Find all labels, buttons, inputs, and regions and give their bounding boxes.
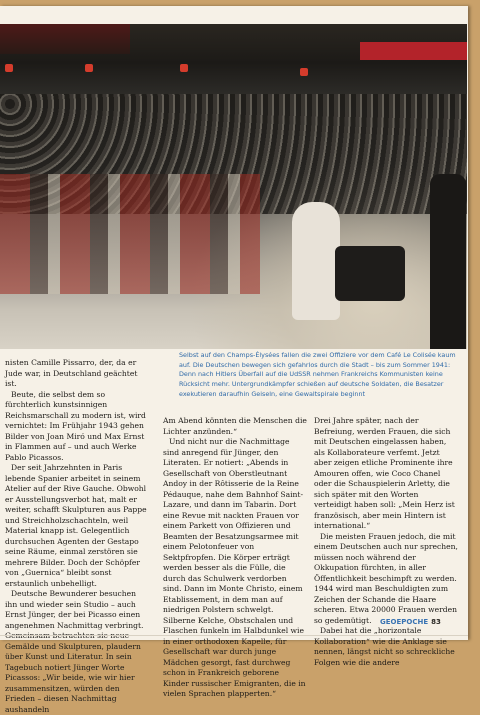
red-lantern-icon — [5, 64, 13, 72]
paragraph: Dabei hat die „horizontale Kollaboration“ wie die Anklage sie nennen, längst nicht so schreckliche Folgen wie die andere — [314, 626, 455, 667]
red-awning — [360, 42, 467, 60]
page-number: 83 — [431, 618, 441, 626]
woman-figure — [292, 202, 340, 320]
pram — [335, 246, 405, 301]
text-column-1 — [5, 358, 149, 715]
paragraph: Beute, die selbst dem so fürchterlich kunstsinnigen Reichsmarschall zu modern ist, wird vernichtet: Im Frühjahr 1943 gehen Bilder von Joan Miró und Max Ernst in Flammen auf – und auch Werke Pablo Picassos. — [5, 389, 146, 462]
red-lantern-icon — [180, 64, 188, 72]
text-column-2 — [163, 416, 307, 700]
paragraph: Und nicht nur die Nachmittage sind anregend für Jünger, den Literaten. Er notiert: „Abends in Gesellschaft von Oberstleutnant Andoy in der Rôtisserie de la Reine Pédauque, nahe dem Bahnhof Saint-Lazare, und dann im Tabarin. Dort eine Revue mit nackten Frauen vor einem Parkett von Offizieren und Beamten der Besatzungsarmee mit einem Pelotonfeuer von Sektpfropfen. Die Körper erträgt werden besser als die Fülle, die durch das Schulwerk verdorben sind. Dann im Monte Christo, einem Etablissement, in dem man auf niedrigen Polstern schwelgt. Silberne Kelche, Obstschalen und Flaschen funkeln im Halbdunkel wie in einer orthodoxen Kapelle, für Gesellschaft war durch junge Mädchen gesorgt, fast durchweg schon in Frankreich geborene Kinder russischer Emigranten, die in vielen Sprachen plapperten.“ — [163, 437, 306, 698]
brand-suffix: EPOCHE — [396, 618, 429, 626]
historical-photo — [0, 24, 467, 349]
paragraph: Am Abend könnten die Menschen die Lichter anzünden.“ — [163, 416, 307, 436]
paragraph: nisten Camille Pissarro, der, da er Jude war, in Deutschland geächtet ist. — [5, 358, 138, 388]
photo-caption: Selbst auf den Champs-Élysées fallen die zwei Offiziere vor dem Café Le Colisée kaum auf. Die Deutschen bewegen sich gefahrlos durch die Stadt – bis zum Sommer 1941: Denn nach Hitlers Überfall auf die UdSSR nehmen Frankreichs Kommunisten keine Rücksicht mehr. Untergrundkämpfer schießen auf deutsche Soldaten, die Besatzer exekutieren daraufhin Geiseln, eine Gewaltspirale beginnt — [179, 351, 456, 398]
footer-rule — [0, 635, 468, 636]
paragraph: Der seit Jahrzehnten in Paris lebende Spanier arbeitet in seinem Atelier auf der Rive Gauche. Obwohl er Ausstellungsverbot hat, malt er weiter, schafft Skulpturen aus Pappe und Streichholzschachteln, weil Material knapp ist. Gelegentlich durchsuchen Agenten der Gestapo seine Räume, einmal zerstören sie mehrere Bilder. Doch der Schöpfer von „Guernica“ bleibt sonst erstaunlich unbehelligt. — [5, 463, 147, 588]
paragraph: Deutsche Bewunderer besuchen ihn und wieder sein Studio – auch Ernst Jünger, der bei Picasso einen angenehmen Nachmittag verbringt. Gemälde und Skulpturen, plaudern über Kunst und Literatur. In sein Tagebuch notiert Jünger Worte Picassos: „Wir beide, wie wir hier zusammensitzen, würden den Frieden – diesen Nachmittag aushandeln — [5, 589, 144, 714]
page-footer — [380, 618, 441, 626]
text-column-3 — [314, 416, 458, 668]
red-lantern-icon — [85, 64, 93, 72]
cafe-tables — [0, 174, 260, 294]
cafe-facade — [0, 24, 130, 54]
officer-figure — [430, 174, 466, 349]
red-lantern-icon — [300, 68, 308, 76]
paragraph: Drei Jahre später, nach der Befreiung, werden Frauen, die sich mit Deutschen eingelassen haben, als Kollaborateure verfemt. Jetzt aber zeigen etliche Prominente ihre Amouren offen, wie Coco Chanel oder die Schauspielerin Arletty, die sich später mit den Worten verteidigt haben soll: „Mein Herz ist französisch, aber mein Hintern ist international.“ — [314, 416, 455, 530]
magazine-page — [0, 6, 468, 714]
brand-name: GEO — [380, 618, 397, 626]
paragraph: Die meisten Frauen jedoch, die mit einem Deutschen auch nur sprechen, müssen noch während der Okkupation fürchten, in aller Öffentlichkeit beschimpft zu werden. 1944 wird man Beschuldigten zum Zeichen der Schande die Haare scheren. Etwa 20000 Frauen werden so gedemütigt. — [314, 531, 458, 625]
